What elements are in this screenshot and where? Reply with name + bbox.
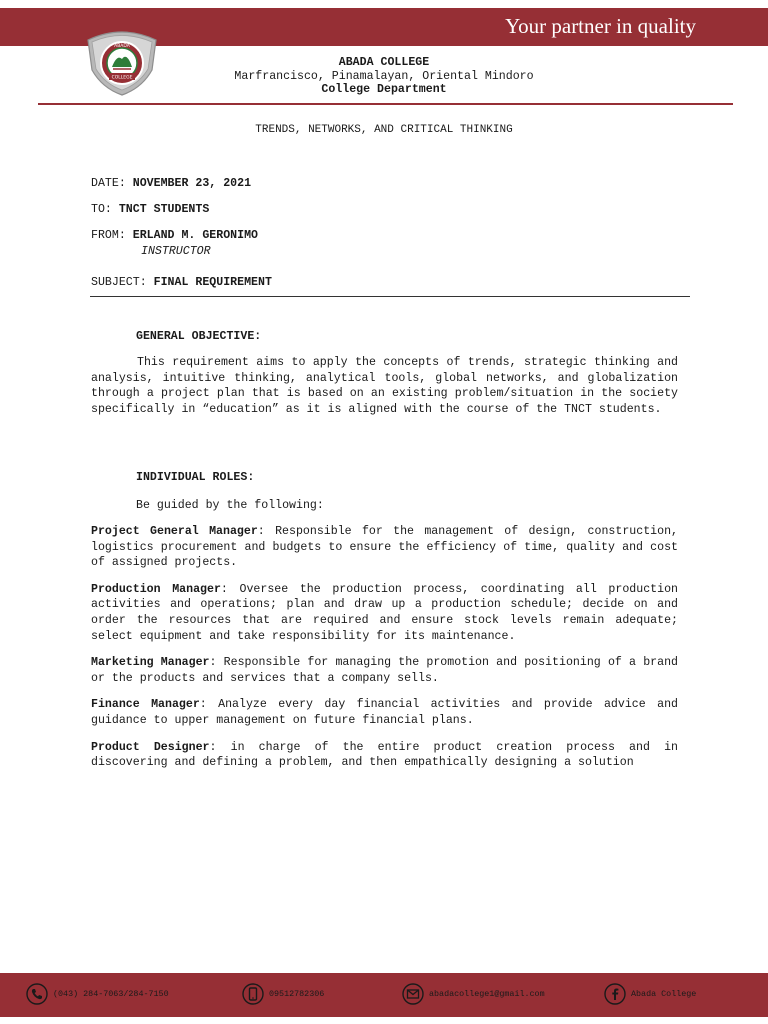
phone-icon [26, 983, 48, 1005]
email-address: abadacollege1@gmail.com [429, 989, 545, 999]
memo-to [91, 202, 691, 218]
date-value: NOVEMBER 23, 2021 [132, 177, 252, 190]
footer-mobile [242, 983, 324, 1005]
from-title: INSTRUCTOR [141, 245, 211, 258]
role-title: Finance Manager [91, 698, 200, 712]
date-label: DATE: [91, 177, 126, 190]
mobile-number: 09512782306 [269, 989, 325, 999]
memo-from-title [141, 244, 741, 260]
subject-divider [90, 296, 690, 297]
individual-roles-intro: Be guided by the following: [136, 499, 324, 512]
to-label: TO: [91, 203, 112, 216]
header-tagline: Your partner in quality [505, 14, 696, 38]
phone-number: (043) 284-7063/284-7150 [53, 989, 169, 999]
general-objective-body: This requirement aims to apply the concepts of trends, strategic thinking and analysis, intuitive thinking, analytical tools, global networks, and globalization through a project plan that is based on an existing problem/situation in the society specifically in “education” as it is aligned with the course of the TNCT students. [91, 356, 678, 416]
role-item [91, 582, 678, 644]
mobile-phone-icon [242, 983, 264, 1005]
school-name: ABADA COLLEGE [338, 56, 430, 69]
letterhead-divider [38, 103, 733, 105]
seal-text-bottom: COLLEGE [111, 75, 133, 81]
letterhead [0, 56, 768, 97]
footer-facebook [604, 983, 696, 1005]
memo-subject [91, 275, 691, 291]
footer-phone [26, 983, 169, 1005]
role-item [91, 740, 678, 771]
facebook-icon [604, 983, 626, 1005]
department-name: College Department [321, 83, 447, 96]
general-objective-heading: GENERAL OBJECTIVE: [136, 330, 262, 343]
seal-text-top: ABADA [114, 44, 130, 49]
role-description: : Oversee the production process, coordinating all production activities and operations; plan and draw up a production schedule; decide on and order the resources that are required and ensure stock levels remain adequate; select equipment and take responsibility for its maintenance. [91, 582, 678, 643]
role-title: Project General Manager [91, 525, 258, 538]
school-address: Marfrancisco, Pinamalayan, Oriental Mindoro [234, 69, 534, 83]
role-description: : Analyze every day financial activities and provide advice and guidance to upper management on future financial plans. [91, 698, 678, 727]
role-item [91, 655, 678, 686]
role-description: : in charge of the entire product creation process and in discovering and defining a problem, and then empathically designing a solution [91, 740, 678, 770]
email-icon [402, 983, 424, 1005]
to-value: TNCT STUDENTS [118, 203, 210, 216]
roles-list [91, 524, 678, 782]
subject-label: SUBJECT: [91, 276, 147, 289]
memo-from [91, 228, 691, 244]
role-item [91, 524, 678, 571]
role-title: Production Manager [91, 582, 221, 596]
facebook-page: Abada College [631, 989, 697, 999]
footer-email [402, 983, 545, 1005]
course-title: TRENDS, NETWORKS, AND CRITICAL THINKING [255, 124, 513, 136]
individual-roles-heading: INDIVIDUAL ROLES: [136, 471, 255, 484]
memo-date [91, 176, 691, 192]
role-title: Product Designer [91, 740, 210, 754]
subject-value: FINAL REQUIREMENT [153, 276, 272, 289]
from-value: ERLAND M. GERONIMO [132, 229, 258, 242]
from-label: FROM: [91, 229, 126, 242]
role-description: : Responsible for managing the promotion and positioning of a brand or the products and services that a company sells. [91, 656, 678, 685]
role-title: Marketing Manager [91, 656, 210, 670]
role-description: : Responsible for the management of design, construction, logistics procurement and budgets to ensure the efficiency of time, quality and cost of assigned projects. [91, 525, 678, 570]
role-item [91, 697, 678, 728]
